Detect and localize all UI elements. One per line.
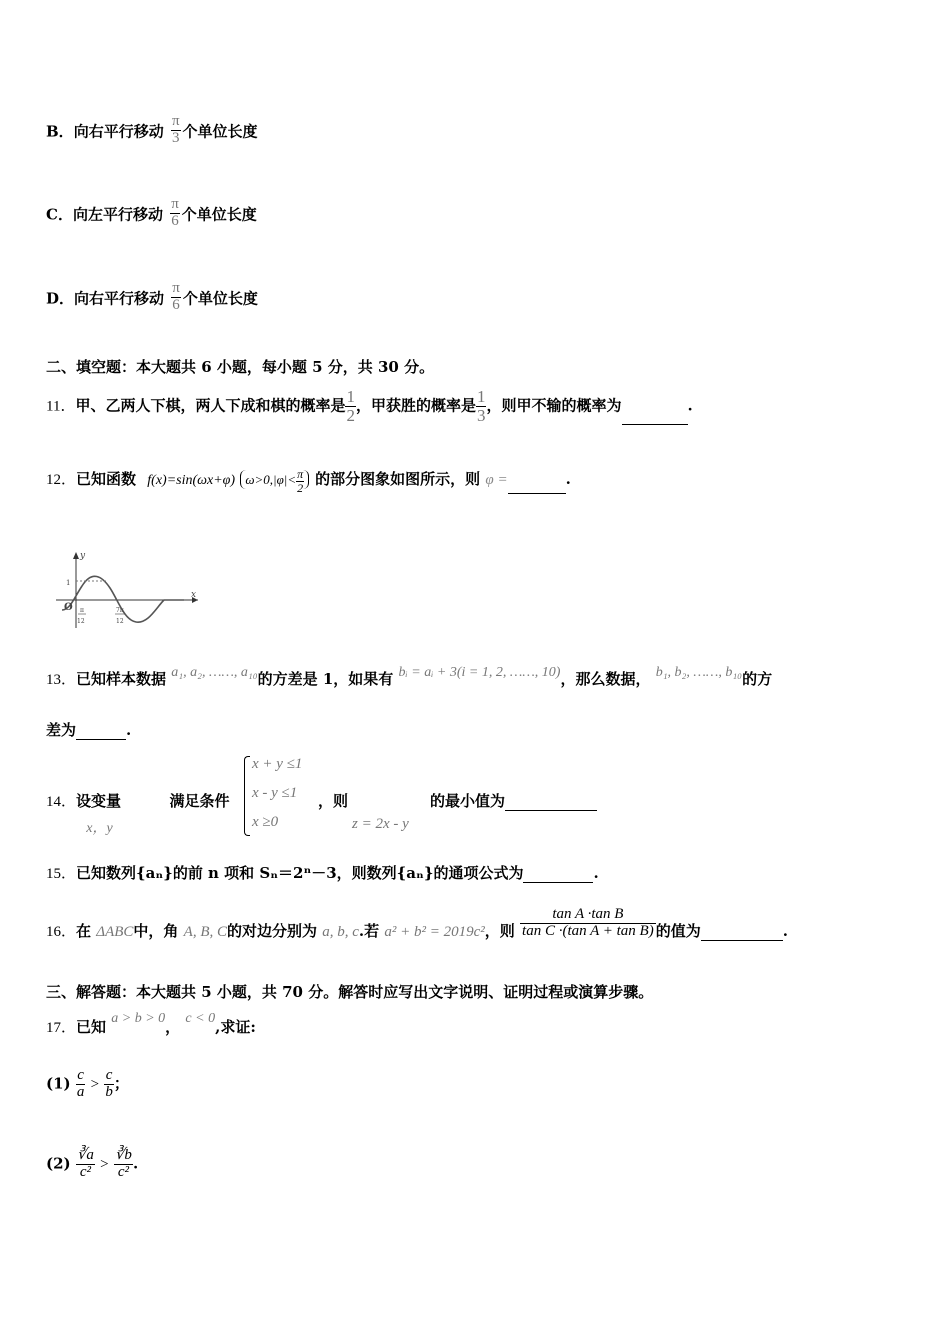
question-13-cont: 差为 . [46, 721, 132, 739]
question-17-part-1: (1) $\frac{c}{a}$ > $\frac{c}{b}$ ； [46, 1067, 129, 1100]
question-15: 15．已知数列{aₙ}的前 n 项和 Sₙ＝2ⁿ－3，则数列{aₙ}的通项公式为 . [46, 864, 599, 882]
option-d-fraction: $\frac{\pi}{6}$ [172, 280, 180, 313]
question-11: 11．甲、乙两人下棋，两人下成和棋的概率是 $\frac{1}{2}$ ，甲获胜的概率是 $\frac{1}{3}$ ，则甲不输的概率为 . [46, 387, 693, 425]
constraint-3: x ≥0 [252, 814, 279, 830]
x-tick-1-den: 12 [77, 618, 85, 625]
x-axis-label: x [191, 590, 197, 600]
question-12: 12．已知函数 f(x)=sin(ωx+φ) ω>0,|φ|< $\frac{\pi}{2}$ 的部分图象如图所示，则 φ = . [46, 467, 571, 495]
option-c: C．向左平行移动 $\frac{\pi}{6}$ 个单位长度 [46, 196, 257, 229]
answer-blank-11[interactable] [622, 410, 688, 425]
x-tick-2-den: 12 [116, 618, 124, 625]
constraint-brace [244, 756, 250, 836]
option-c-fraction: $\frac{\pi}{6}$ [171, 196, 179, 229]
x-tick-1-num: π [80, 607, 84, 614]
answer-blank-13[interactable] [76, 725, 126, 740]
y-tick-label: 1 [66, 579, 71, 587]
answer-blank-14[interactable] [505, 796, 597, 811]
section-3-heading: 三、解答题：本大题共 5 小题，共 70 分。解答时应写出文字说明、证明过程或演算步骤。 [46, 983, 654, 1001]
question-14-tail: ，则 [318, 792, 349, 810]
answer-blank-12[interactable] [508, 479, 566, 494]
option-b-fraction: $\frac{\pi}{3}$ [171, 113, 180, 146]
question-17-part-2: (2) $\frac{∛a}{\text{c²}}$ > $\frac{∛b}{\text{c²}}$ . [46, 1147, 139, 1180]
question-14-end: 的最小值为 [430, 790, 597, 811]
question-16: 16．在 ΔABC中，角 A, B, C的对边分别为 a, b, c.若 a² + b² = 2019c²，则 $\frac{\text{tan A ·tan B}}{\text{tan C ·(tan A + tan B)}}$ 的值为 . [46, 905, 788, 940]
answer-blank-15[interactable] [523, 868, 593, 883]
y-axis-label: y [80, 551, 86, 561]
option-b: B．向右平行移动 $\frac{\pi}{3}$ 个单位长度 [46, 113, 258, 146]
sine-graph [52, 548, 202, 630]
sine-curve [62, 576, 184, 622]
origin-label: O [64, 602, 73, 613]
section-2-heading: 二、填空题：本大题共 6 小题，每小题 5 分，共 30 分。 [46, 358, 435, 376]
objective-expr: z = 2x - y [352, 816, 409, 832]
question-14: 14．设变量 x，y 满足条件 [46, 792, 230, 836]
question-17: 17．已知 a > b > 0， c < 0,求证: [46, 1011, 256, 1036]
option-d: D．向右平行移动 $\frac{\pi}{6}$ 个单位长度 [46, 280, 258, 313]
x-tick-2-num: 7π [116, 607, 124, 614]
y-axis-arrow-icon [73, 552, 79, 559]
constraint-2: x - y ≤1 [252, 785, 298, 801]
question-13: 13．已知样本数据 a₁, a₂, ……, a₁₀的方差是 1，如果有 bᵢ = aᵢ + 3(i = 1, 2, ……, 10)，那么数据， b₁, b₂, ……, b₁₀的方 [46, 665, 773, 688]
answer-blank-16[interactable] [701, 926, 783, 941]
constraint-1: x + y ≤1 [252, 756, 303, 772]
